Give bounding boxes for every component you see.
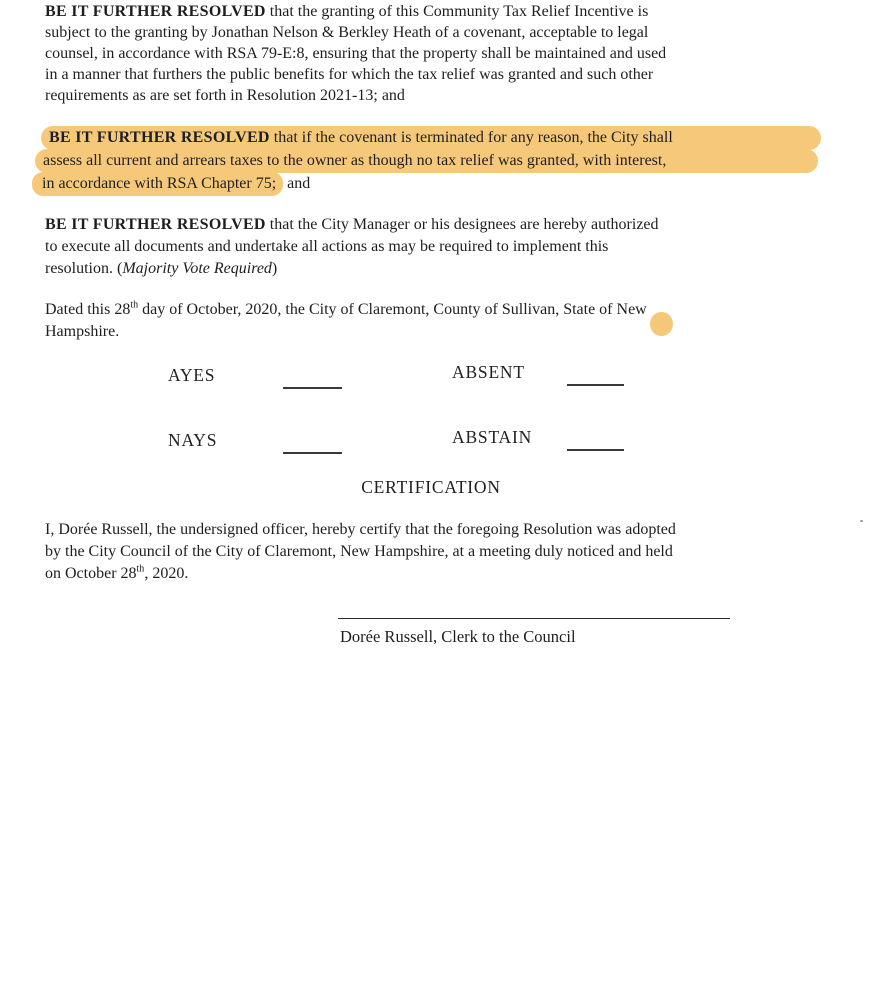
text-line [45,149,817,172]
vote-blank-absent [567,384,624,386]
text-line: resolution. (Majority Vote Required) [45,260,278,277]
majority-vote-required-italic: Majority Vote Required [122,260,272,277]
highlight-mark: in accordance with RSA Chapter 75; [32,172,283,196]
text-line: BE IT FURTHER RESOLVED that the granting of this Community Tax Relief Incentive is [45,3,649,20]
bold-lead-in: BE IT FURTHER RESOLVED [45,216,266,233]
signature-line [338,618,730,619]
paragraph-dated [45,299,817,343]
text-line: counsel, in accordance with RSA 79-E:8, ensuring that the property shall be maintained and used [45,45,667,62]
paragraph-certification [45,519,817,585]
text-line: subject to the granting by Jonathan Nelson & Berkley Heath of a covenant, acceptable to legal [45,24,649,41]
text-line [45,126,817,149]
vote-blank-ayes [283,387,342,389]
text-line: I, Dorée Russell, the undersigned officer, hereby certify that the foregoing Resolution was adopted [45,521,676,538]
certification-heading: CERTIFICATION [361,477,501,497]
paragraph-resolved-covenant-granting [45,1,817,106]
vote-label-abstain: ABSTAIN [452,427,533,447]
vote-label-absent: ABSENT [452,362,525,382]
highlight-mark: assess all current and arrears taxes to the owner as though no tax relief was granted, with interest, [35,149,818,173]
text-line: to execute all documents and undertake all actions as may be required to implement this [45,238,609,255]
vote-label-nays: NAYS [168,430,218,450]
text-line: requirements as are set forth in Resolution 2021-13; and [45,87,405,104]
text-line: Hampshire. [45,323,120,340]
text-line: Dated this 28th day of October, 2020, the City of Claremont, County of Sullivan, State of New [45,299,647,318]
paragraph-resolved-covenant-terminated-highlighted [42,126,817,195]
vote-blank-abstain [567,449,624,451]
signature-name: Dorée Russell, Clerk to the Council [340,627,576,646]
text-line: on October 28th, 2020. [45,563,189,582]
text-line: in a manner that furthers the public benefits for which the tax relief was granted and such other [45,66,654,83]
superscript-th: th [136,563,145,575]
text-line: BE IT FURTHER RESOLVED that the City Manager or his designees are hereby authorized [45,216,659,233]
scan-speck-artifact [860,520,863,522]
text-line: by the City Council of the City of Claremont, New Hampshire, at a meeting duly noticed and held [45,543,673,560]
paragraph-resolved-city-manager [45,214,817,280]
superscript-th: th [130,299,139,311]
bold-lead-in: BE IT FURTHER RESOLVED [49,129,270,146]
highlight-mark: BE IT FURTHER RESOLVED that if the covenant is terminated for any reason, the City shall [41,126,821,150]
vote-label-ayes: AYES [168,365,216,385]
vote-blank-nays [283,452,342,454]
text-line: in accordance with RSA Chapter 75; and [45,172,817,195]
bold-lead-in: BE IT FURTHER RESOLVED [45,3,266,20]
